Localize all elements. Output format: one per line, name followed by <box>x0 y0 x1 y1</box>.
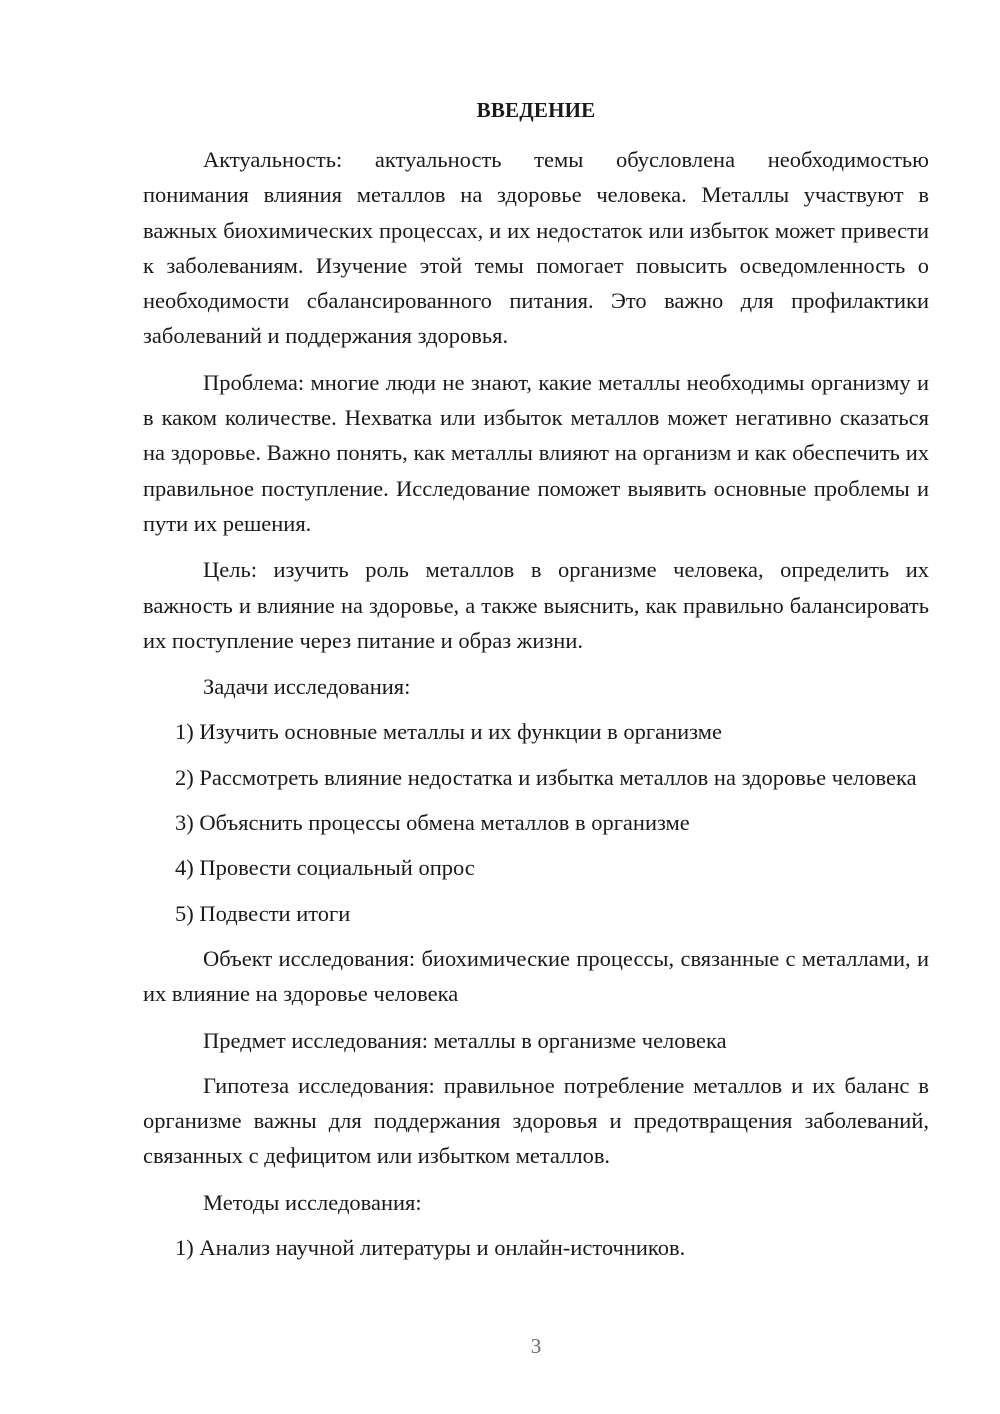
task-item: 5) Подвести итоги <box>175 900 351 926</box>
object-paragraph: Объект исследования: биохимические процессы, связанные с металлами, и их влияние на здоровье человека <box>143 945 929 1007</box>
relevance-paragraph: Актуальность: актуальность темы обусловлена необходимостью понимания влияния металлов на здоровье человека. Металлы участвуют в важных биохимических процессах, и их недостаток или избыток может привести к заболеваниям. Изучение этой темы помогает повысить осведомленность о необходимости сбалансированного питания. Это важно для профилактики заболеваний и поддержания здоровья. <box>143 147 929 349</box>
task-item: 2) Рассмотреть влияние недостатка и избытка металлов на здоровье человека <box>175 764 917 790</box>
problem-paragraph: Проблема: многие люди не знают, какие металлы необходимы организму и в каком количестве. Нехватка или избыток металлов может негативно сказаться на здоровье. Важно понять, как металлы влияют на организм и как обеспечить их правильное поступление. Исследование поможет выявить основные проблемы и пути их решения. <box>143 369 929 536</box>
page-number: 3 <box>530 1334 542 1358</box>
tasks-heading: Задачи исследования: <box>203 674 411 700</box>
task-item: 4) Провести социальный опрос <box>175 855 475 881</box>
hypothesis-paragraph: Гипотеза исследования: правильное потребление металлов и их баланс в организме важны для поддержания здоровья и предотвращения заболеваний, связанных с дефицитом или избытком металлов. <box>143 1072 929 1169</box>
task-item: 3) Объяснить процессы обмена металлов в организме <box>175 810 690 836</box>
document-body <box>143 142 929 1275</box>
methods-heading: Методы исследования: <box>203 1189 422 1215</box>
subject-paragraph: Предмет исследования: металлы в организме человека <box>203 1027 727 1053</box>
goal-paragraph: Цель: изучить роль металлов в организме человека, определить их важность и влияние на здоровье, а также выяснить, как правильно балансировать их поступление через питание и образ жизни. <box>143 557 929 653</box>
task-item: 1) Изучить основные металлы и их функции в организме <box>175 719 722 745</box>
method-item: 1) Анализ научной литературы и онлайн-источников. <box>175 1235 686 1261</box>
page-title: ВВЕДЕНИЕ <box>476 98 596 122</box>
